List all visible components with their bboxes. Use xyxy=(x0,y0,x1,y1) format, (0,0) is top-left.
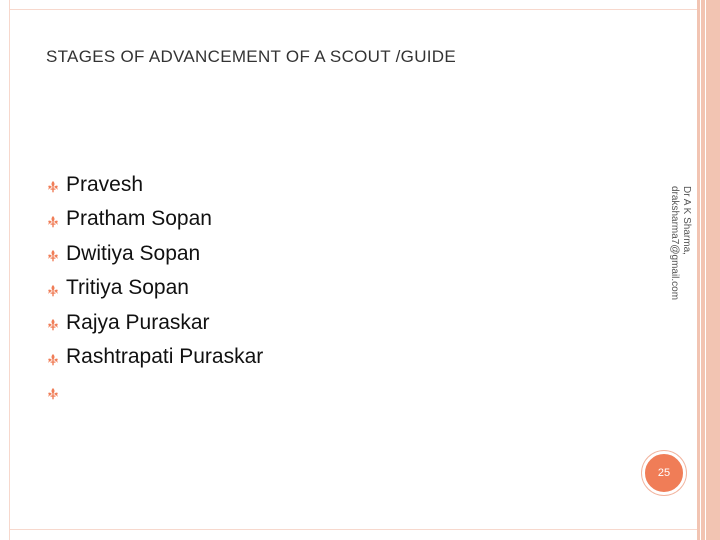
bottom-decorative-rule xyxy=(9,529,699,530)
bullet-label: Rajya Puraskar xyxy=(66,310,210,334)
bullet-item-empty xyxy=(46,374,263,409)
bullet-label: Tritiya Sopan xyxy=(66,276,189,300)
bullet-item-tritiya-sopan xyxy=(46,271,263,306)
fleur-de-lis-icon xyxy=(46,315,60,329)
left-decorative-rule xyxy=(9,0,10,540)
fleur-de-lis-icon xyxy=(46,177,60,191)
author-credit: Dr A K Sharma, draksharma7@gmail.com xyxy=(669,186,692,301)
bullet-label: Pravesh xyxy=(66,172,144,196)
bullet-item-rajya-puraskar xyxy=(46,305,263,340)
fleur-de-lis-icon xyxy=(46,212,60,226)
fleur-de-lis-icon xyxy=(46,281,60,295)
bullet-item-rashtrapati-puraskar xyxy=(46,340,263,375)
bullet-label: Rashtrapati Puraskar xyxy=(66,345,264,369)
slide-title: STAGES OF ADVANCEMENT OF A SCOUT /GUIDE xyxy=(46,47,457,66)
bullet-label: Pratham Sopan xyxy=(66,207,212,231)
right-decorative-band xyxy=(697,0,720,540)
fleur-de-lis-icon xyxy=(46,246,60,260)
page-number-badge: 25 xyxy=(642,451,686,495)
bullet-item-pravesh xyxy=(46,167,263,202)
bullet-item-pratham-sopan xyxy=(46,202,263,237)
bullet-label: Dwitiya Sopan xyxy=(66,241,201,265)
bullet-list xyxy=(46,167,263,409)
fleur-de-lis-icon xyxy=(46,384,60,398)
fleur-de-lis-icon xyxy=(46,350,60,364)
top-decorative-rule xyxy=(9,9,699,10)
bullet-item-dwitiya-sopan xyxy=(46,236,263,271)
